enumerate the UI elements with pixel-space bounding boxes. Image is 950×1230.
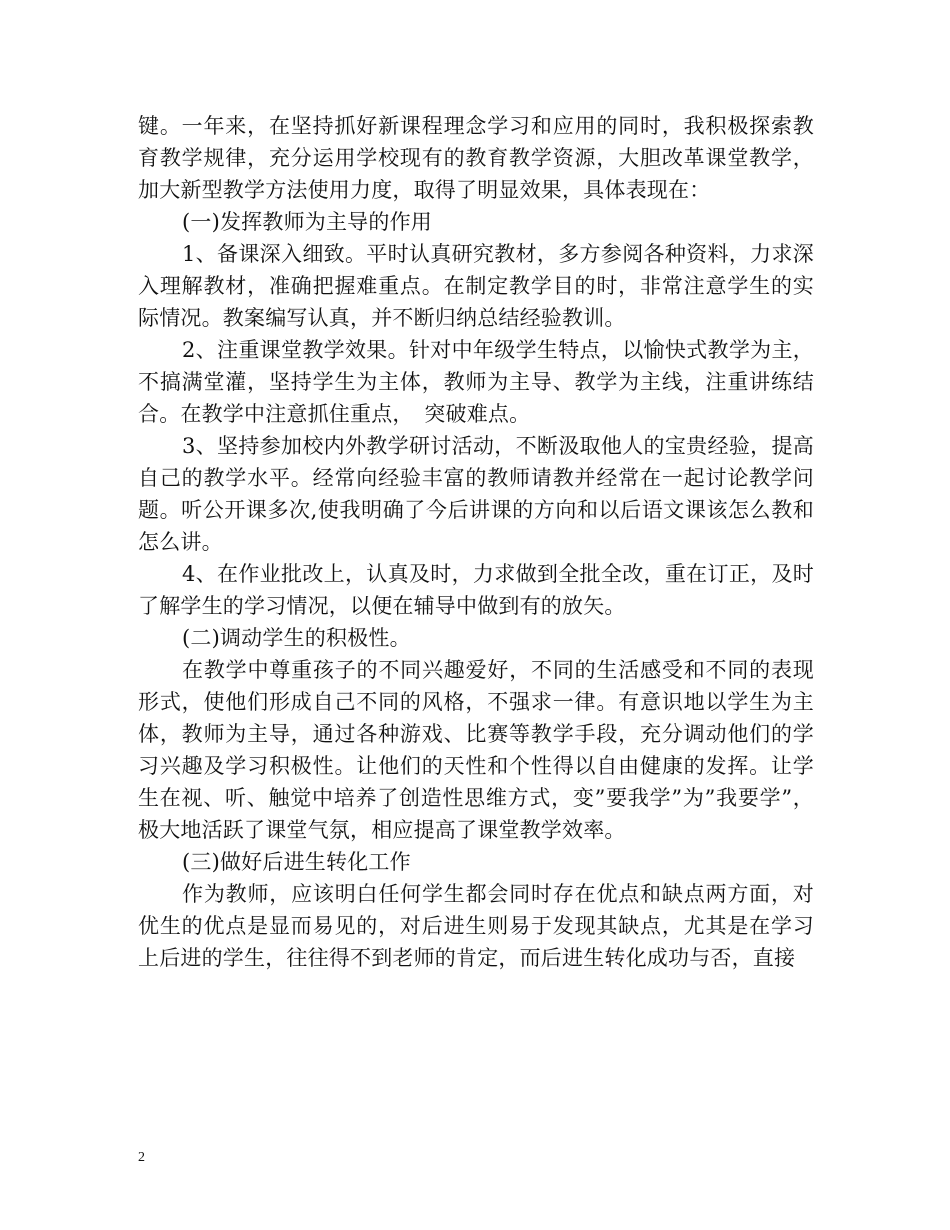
section-heading-2: (二)调动学生的积极性。 bbox=[182, 626, 411, 650]
paragraph-homework-correction: 4、在作业批改上，认真及时，力求做到全批全改，重在订正，及时了解学生的学习情况，以便在辅导中做到有的放矢。 bbox=[138, 562, 814, 618]
section-heading-3: (三)做好后进生转化工作 bbox=[182, 850, 411, 874]
section-heading-1: (一)发挥教师为主导的作用 bbox=[182, 210, 432, 234]
paragraph-struggling-students: 作为教师，应该明白任何学生都会同时存在优点和缺点两方面，对优生的优点是显而易见的，对后进生则易于发现其缺点，尤其是在学习上后进的学生，往往得不到老师的肯定，而后进生转化成功与否，直接 bbox=[138, 882, 814, 970]
paragraph-continuation: 键。一年来，在坚持抓好新课程理念学习和应用的同时，我积极探索教育教学规律，充分运用学校现有的教育教学资源，大胆改革课堂教学，加大新型教学方法使用力度，取得了明显效果，具体表现在： bbox=[138, 114, 814, 202]
page-number: 2 bbox=[138, 1150, 145, 1165]
paragraph-lesson-prep: 1、备课深入细致。平时认真研究教材，多方参阅各种资料，力求深入理解教材，准确把握难重点。在制定教学目的时，非常注意学生的实际情况。教案编写认真，并不断归纳总结经验教训。 bbox=[138, 242, 814, 330]
document-body bbox=[138, 110, 814, 974]
paragraph-research-activities: 3、坚持参加校内外教学研讨活动，不断汲取他人的宝贵经验，提高自己的教学水平。经常向经验丰富的教师请教并经常在一起讨论教学问题。听公开课多次,使我明确了今后讲课的方向和以后语文课该怎么教和怎么讲。 bbox=[138, 434, 814, 554]
paragraph-student-motivation: 在教学中尊重孩子的不同兴趣爱好，不同的生活感受和不同的表现形式，使他们形成自己不同的风格，不强求一律。有意识地以学生为主体，教师为主导，通过各种游戏、比赛等教学手段，充分调动他们的学习兴趣及学习积极性。让他们的天性和个性得以自由健康的发挥。让学生在视、听、触觉中培养了创造性思维方式，变”要我学”为”我要学”，极大地活跃了课堂气氛，相应提高了课堂教学效率。 bbox=[138, 658, 814, 842]
paragraph-classroom-effect: 2、注重课堂教学效果。针对中年级学生特点，以愉快式教学为主，不搞满堂灌，坚持学生为主体，教师为主导、教学为主线，注重讲练结合。在教学中注意抓住重点， 突破难点。 bbox=[138, 338, 814, 426]
